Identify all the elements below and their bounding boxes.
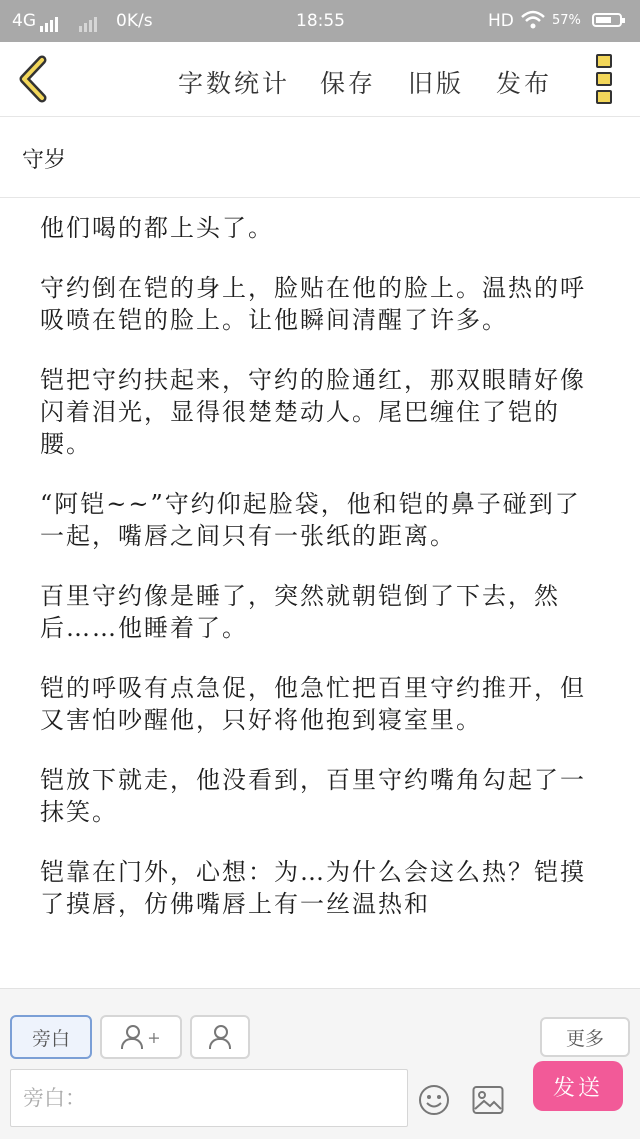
network-indicator: [12, 11, 99, 32]
role-button[interactable]: [190, 1015, 250, 1059]
more-label: 更多: [565, 1027, 604, 1050]
story-paragraph: 守约倒在铠的身上，脸贴在他的脸上。温热的呼吸喷在铠的脸上。让他瞬间清醒了许多。: [40, 274, 586, 334]
document-title[interactable]: 守岁: [22, 148, 67, 173]
old-version-button[interactable]: 旧版: [408, 69, 465, 98]
battery-icon: [592, 13, 622, 27]
wifi-icon: [520, 10, 546, 30]
back-button[interactable]: [14, 54, 60, 104]
send-label: 发送: [552, 1075, 603, 1101]
more-button[interactable]: [540, 1017, 630, 1057]
battery-level: 57%: [552, 13, 581, 28]
title-row: [0, 117, 640, 198]
chevron-left-icon: [14, 54, 54, 104]
message-input-box: [10, 1069, 408, 1127]
vertical-menu-icon[interactable]: [596, 54, 616, 104]
network-speed: 0K/s: [116, 11, 153, 31]
hd-indicator: HD: [488, 11, 514, 31]
status-bar: [0, 0, 640, 42]
story-paragraph: 铠把守约扶起来，守约的脸通红，那双眼睛好像闪着泪光，显得很楚楚动人。尾巴缠住了铠的腰。: [40, 366, 586, 458]
image-icon[interactable]: [472, 1085, 504, 1115]
story-paragraph: 铠的呼吸有点急促，他急忙把百里守约推开，但又害怕吵醒他，只好将他抱到寝室里。: [40, 674, 586, 734]
narration-input[interactable]: [11, 1070, 407, 1126]
story-paragraph: 百里守约像是睡了，突然就朝铠倒了下去，然后……他睡着了。: [40, 582, 560, 642]
story-content[interactable]: [0, 198, 640, 988]
word-count-button[interactable]: 字数统计: [178, 69, 291, 98]
story-paragraph: 铠靠在门外，心想：为…为什么会这么热？铠摸了摸唇，仿佛嘴唇上有一丝温热和: [40, 858, 586, 918]
clock: 18:55: [296, 11, 345, 31]
story-paragraph: “阿铠~~”守约仰起脸袋，他和铠的鼻子碰到了一起，嘴唇之间只有一张纸的距离。: [40, 490, 581, 550]
narrator-label: 旁白: [31, 1027, 70, 1050]
signal-icon: [40, 12, 60, 32]
story-paragraph: 他们喝的都上头了。: [40, 214, 274, 242]
send-button[interactable]: [533, 1061, 623, 1111]
composer-bar: [0, 988, 640, 1139]
smiley-icon[interactable]: [418, 1084, 450, 1116]
publish-button[interactable]: 发布: [496, 69, 553, 98]
network-type: 4G: [12, 11, 36, 31]
person-plus-icon: [121, 1025, 143, 1049]
story-paragraph: 铠放下就走，他没看到，百里守约嘴角勾起了一抹笑。: [40, 766, 586, 826]
plus-sign: +: [147, 1027, 161, 1047]
editor-toolbar: [0, 42, 640, 117]
add-role-button[interactable]: [100, 1015, 182, 1059]
narrator-role-button[interactable]: [10, 1015, 92, 1059]
signal-secondary-icon: [79, 12, 99, 32]
person-icon: [209, 1025, 231, 1049]
save-button[interactable]: 保存: [320, 69, 377, 98]
